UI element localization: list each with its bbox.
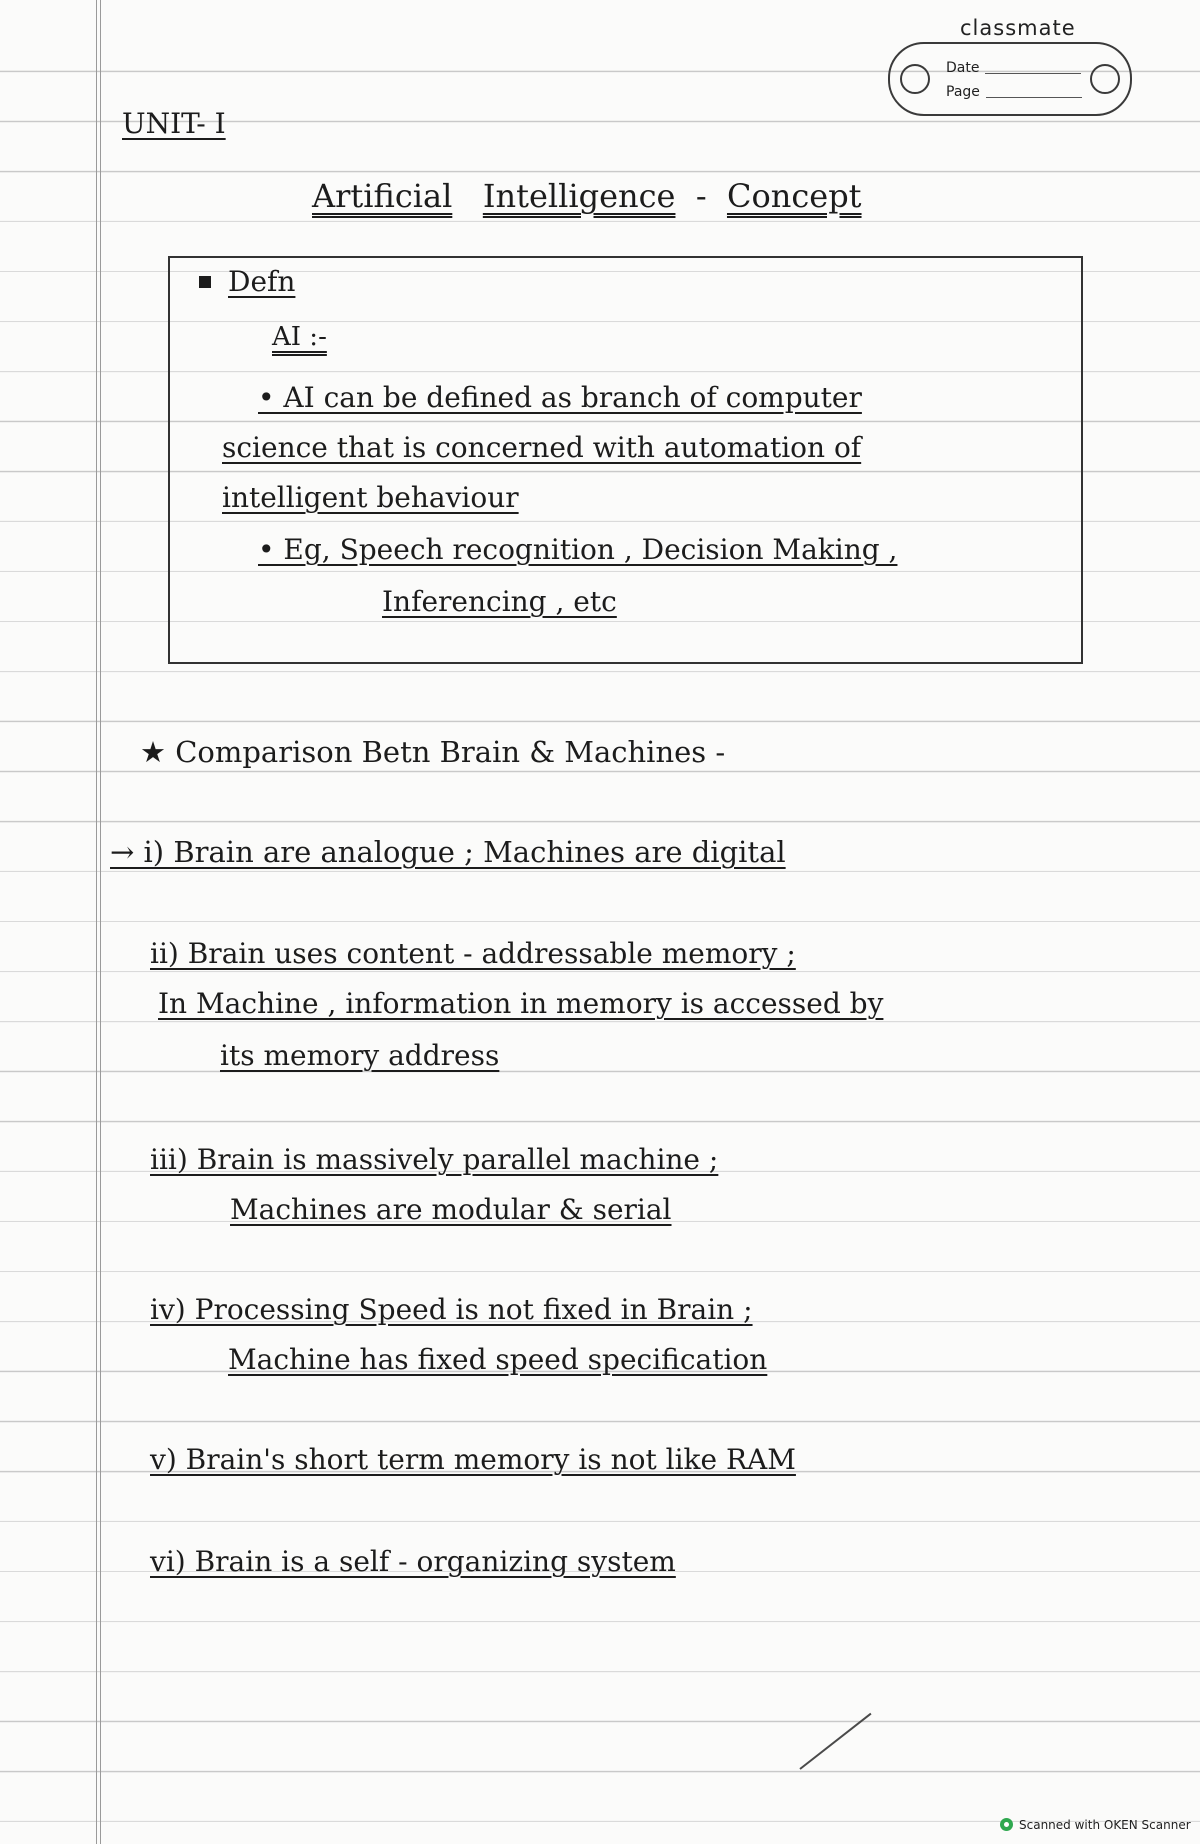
- square-bullet-icon: [199, 276, 211, 288]
- comparison-item-5-line-1: v) Brain's short term memory is not like RAM: [150, 1443, 796, 1476]
- comparison-item-4-line-1: iv) Processing Speed is not fixed in Brain ;: [150, 1293, 753, 1326]
- margin-line-left: [96, 0, 97, 1844]
- scroll-ornament-right: [1090, 64, 1120, 94]
- scanner-watermark: [1000, 1818, 1191, 1832]
- comparison-item-3-line-1: iii) Brain is massively parallel machine ;: [150, 1143, 719, 1176]
- title-dash: -: [695, 177, 707, 215]
- definition-term: AI :-: [272, 322, 327, 352]
- unit-heading: UNIT- I: [122, 107, 226, 140]
- title-word-artificial: Artificial: [312, 177, 453, 215]
- comparison-item-2-line-3: its memory address: [220, 1039, 500, 1072]
- comparison-item-4-line-2: Machine has fixed speed specification: [228, 1343, 768, 1376]
- page-field: [946, 84, 1082, 100]
- comparison-item-6-line-1: vi) Brain is a self - organizing system: [150, 1545, 676, 1578]
- margin-line-right: [100, 0, 101, 1844]
- page-title: [312, 177, 862, 215]
- comparison-item-3-line-2: Machines are modular & serial: [230, 1193, 672, 1226]
- scanner-watermark-text: Scanned with OKEN Scanner: [1019, 1818, 1191, 1832]
- definition-line-5: Inferencing , etc: [382, 585, 617, 618]
- page-label: Page: [946, 84, 980, 100]
- definition-line-4: • Eg, Speech recognition , Decision Making ,: [258, 533, 898, 566]
- definition-line-1: • AI can be defined as branch of computer: [258, 381, 862, 414]
- date-page-box: [888, 42, 1132, 116]
- title-word-concept: Concept: [726, 177, 862, 215]
- date-label: Date: [946, 60, 980, 76]
- comparison-item-2-line-1: ii) Brain uses content - addressable memory ;: [150, 937, 796, 970]
- date-field: [946, 60, 1081, 76]
- pen-stroke-mark: [799, 1713, 871, 1770]
- comparison-heading: ★ Comparison Betn Brain & Machines -: [140, 735, 726, 769]
- title-word-intelligence: Intelligence: [482, 177, 676, 215]
- definition-line-3: intelligent behaviour: [222, 481, 519, 514]
- definition-line-2: science that is concerned with automation of: [222, 431, 862, 464]
- scroll-ornament-left: [900, 64, 930, 94]
- brand-logo-text: classmate: [960, 16, 1076, 40]
- scanner-logo-icon: [1000, 1818, 1013, 1831]
- comparison-item-2-line-2: In Machine , information in memory is accessed by: [158, 987, 884, 1020]
- comparison-item-1-line-1: → i) Brain are analogue ; Machines are digital: [110, 835, 786, 869]
- definition-heading: Defn: [228, 265, 296, 298]
